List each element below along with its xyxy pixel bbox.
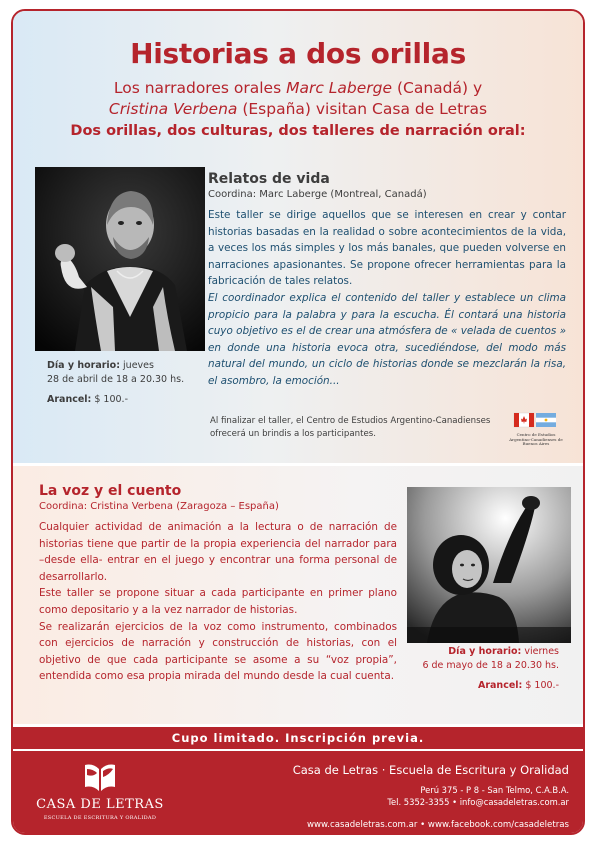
workshop2-description bbox=[39, 519, 397, 685]
narrator-name-2: Cristina Verbena bbox=[108, 100, 238, 118]
poster-frame bbox=[11, 9, 585, 835]
workshop1-paragraph: Este taller se dirige aquellos que se interesen en crear y contar historias basadas en la realidad o sobre acontecimientos de la vida, a veces los más simples y los más banales, que pueden volverse en narraciones apasionantes. Se propone ofrecer herramientas para la fabricación de tales relatos. bbox=[208, 209, 566, 288]
book-emblem-icon bbox=[83, 761, 117, 795]
workshop1-schedule: Día y horario: jueves 28 de abril de 18 a 20.30 hs. Arancel: $ 100.- bbox=[47, 360, 185, 405]
brand-name: CASA DE LETRAS bbox=[36, 797, 164, 812]
narrator-name-1: Marc Laberge bbox=[286, 79, 393, 97]
partner-logo: Centro de Estudios Argentino-Canadienses de Buenos Aires bbox=[506, 409, 566, 451]
casa-de-letras-logo bbox=[35, 761, 165, 831]
photo-cristina-verbena bbox=[407, 487, 571, 643]
footer-address: Perú 375 - P 8 - San Telmo, C.A.B.A. bbox=[420, 785, 569, 795]
page-title: Historias a dos orillas bbox=[130, 37, 466, 70]
workshop2-title: La voz y el cuento bbox=[39, 483, 182, 499]
workshop1-paragraph: El coordinador explica el contenido del taller y establece un clima propicio para la palabra y para la escucha. Él contará una historia cuyo objetivo es el de crear una atmósfera de « velada de cuentos » en donde una historia evoca otra, sucediéndose, del modo más natural del mundo, un ciclo de historias donde se mezclarán la risa, el asombro, la emoción... bbox=[208, 291, 566, 387]
workshop2-schedule: Día y horario: viernes 6 de mayo de 18 a 20.30 hs. Arancel: $ 100.- bbox=[422, 646, 559, 691]
footer-contact bbox=[293, 763, 569, 830]
brand-subtitle: ESCUELA DE ESCRITURA Y ORALIDAD bbox=[43, 815, 157, 821]
flags-icon bbox=[506, 409, 566, 433]
workshop1-note: Al finalizar el taller, el Centro de Estudios Argentino-Canadienses ofrecerá un brindis a los participantes. bbox=[210, 416, 491, 439]
workshop2-paragraph: Este taller se propone situar a cada participante en primer plano como depositario y a la vez narrador de historias. bbox=[39, 587, 397, 616]
limited-seats-banner: Cupo limitado. Inscripción previa. bbox=[13, 727, 583, 749]
workshop1-coordinator: Coordina: Marc Laberge (Montreal, Canadá) bbox=[208, 189, 427, 200]
photo-marc-laberge bbox=[35, 167, 205, 351]
workshop1-description bbox=[208, 207, 566, 390]
tagline: Dos orillas, dos culturas, dos talleres de narración oral: bbox=[70, 123, 526, 139]
footer-org-name: Casa de Letras · Escuela de Escritura y Oralidad bbox=[292, 763, 569, 777]
footer-web-links: www.casadeletras.com.ar • www.facebook.com/casadeletras bbox=[306, 820, 569, 830]
footer bbox=[13, 751, 583, 835]
subtitle: Los narradores orales Marc Laberge (Canadá) y Cristina Verbena (España) visitan Casa de Letras bbox=[108, 79, 488, 118]
workshop2-coordinator: Coordina: Cristina Verbena (Zaragoza – España) bbox=[39, 501, 279, 512]
workshop2-paragraph: Se realizarán ejercicios de la voz como instrumento, combinados con ejercicios de narración y construcción de historias, con el objetivo de que cada participante se asome a su “voz propia”, entendida como esa propia mirada del mundo desde la cual cuenta. bbox=[39, 620, 397, 683]
footer-phone-email: Tel. 5352-3355 • info@casadeletras.com.ar bbox=[387, 796, 569, 807]
workshop2-paragraph: Cualquier actividad de animación a la lectura o de narración de historias tiene que partir de la propia experiencia del narrador para –desde ella- entrar en el juego y encontrar una forma personal de desarrollarlo. bbox=[39, 521, 397, 583]
workshop1-title: Relatos de vida bbox=[208, 171, 330, 187]
